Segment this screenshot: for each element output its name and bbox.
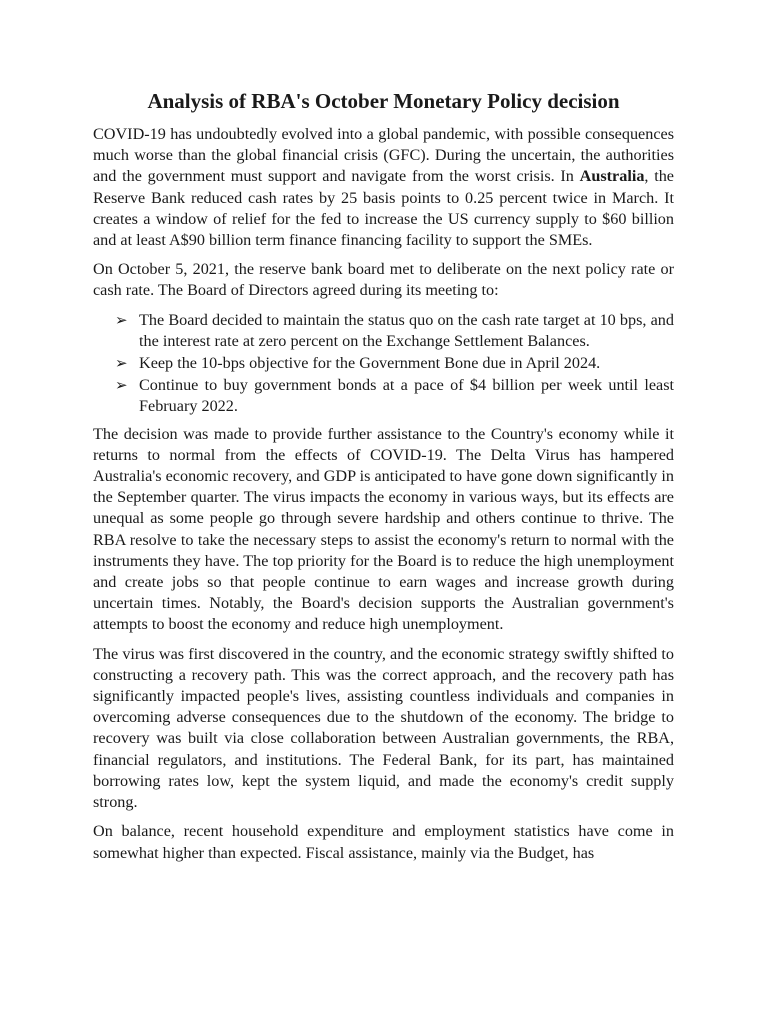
- decision-bullet-list: [93, 310, 674, 418]
- paragraph-intro: [93, 124, 674, 251]
- arrow-bullet-icon: ➢: [115, 310, 128, 329]
- paragraph-balance: On balance, recent household expenditure and employment statistics have come in somewhat higher than expected. Fiscal assistance, mainly via the Budget, has: [93, 822, 674, 862]
- paragraph-intro-text-end: , the Reserve Bank reduced cash rates by 25 basis points to 0.25 percent twice in March. It creates a window of relief for the fed to increase the US currency supply to $60 billion and at least A$90 billion term finance financing facility to support the SMEs.: [93, 167, 674, 250]
- bold-term-australia: Australia: [579, 167, 645, 186]
- bullet-text: The Board decided to maintain the status quo on the cash rate target at 10 bps, and the interest rate at zero percent on the Exchange Settlement Balances.: [139, 310, 674, 350]
- document-page: [93, 88, 674, 872]
- arrow-bullet-icon: ➢: [115, 354, 128, 373]
- bullet-item: [93, 353, 674, 374]
- bullet-item: [93, 375, 674, 417]
- bullet-item: [93, 310, 674, 352]
- paragraph-decision: The decision was made to provide further assistance to the Country's economy while it returns to normal from the effects of COVID-19. The Delta Virus has hampered Australia's economic recovery, and GDP is anticipated to have gone down significantly in the September quarter. The virus impacts the economy in various ways, but its effects are unequal as some people go through severe hardship and others continue to thrive. The RBA resolve to take the necessary steps to assist the economy's return to normal with the instruments they have. The top priority for the Board is to reduce the high unemployment and create jobs so that people continue to earn wages and increase growth during uncertain times. Notably, the Board's decision supports the Australian government's attempts to boost the economy and reduce high unemployment.: [93, 424, 674, 634]
- paragraph-recovery: The virus was first discovered in the country, and the economic strategy swiftly shifted to constructing a recovery path. This was the correct approach, and the recovery path has significantly impacted people's lives, assisting countless individuals and companies in overcoming adverse consequences due to the shutdown of the economy. The bridge to recovery was built via close collaboration between Australian governments, the RBA, financial regulators, and institutions. The Federal Bank, for its part, has maintained borrowing rates low, kept the system liquid, and made the economy's credit supply strong.: [93, 644, 674, 812]
- paragraph-intro-text-start: COVID-19 has undoubtedly evolved into a global pandemic, with possible consequences much worse than the global financial crisis (GFC). During the uncertain, the authorities and the government must support and navigate from the worst crisis. In: [93, 125, 674, 186]
- arrow-bullet-icon: ➢: [115, 376, 128, 395]
- bullet-text: Keep the 10-bps objective for the Government Bone due in April 2024.: [139, 354, 601, 373]
- paragraph-meeting: On October 5, 2021, the reserve bank board met to deliberate on the next policy rate or cash rate. The Board of Directors agreed during its meeting to:: [93, 260, 674, 300]
- document-title: Analysis of RBA's October Monetary Policy decision: [147, 89, 620, 113]
- bullet-text: Continue to buy government bonds at a pace of $4 billion per week until least February 2022.: [139, 376, 674, 416]
